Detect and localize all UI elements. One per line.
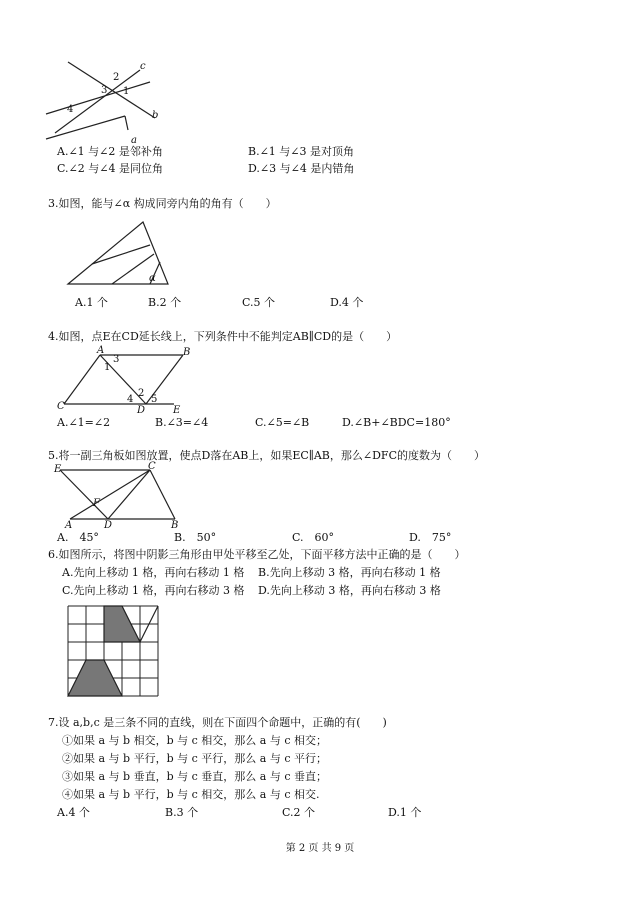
q5-option-a: A. 45° [57, 531, 99, 544]
q3-stem: 3.如图，能与∠α 构成同旁内角的角有（ ） [48, 197, 277, 210]
q5-label-C: C [148, 461, 156, 472]
q5-label-F: F [93, 498, 100, 509]
q7-prop-3: ③如果 a 与 b 垂直，b 与 c 垂直，那么 a 与 c 垂直； [62, 770, 327, 783]
q4-label-3: 3 [113, 354, 120, 365]
q2-option-d: D.∠3 与∠4 是内错角 [248, 162, 355, 175]
q5-option-c: C. 60° [292, 531, 335, 544]
q7-option-d: D.1 个 [388, 806, 422, 819]
q4-label-4: 4 [127, 394, 134, 405]
q5-stem: 5.将一副三角板如图放置，使点D落在AB上，如果EC∥AB，那么∠DFC的度数为（ ） [48, 449, 485, 462]
q2-label-c: c [140, 61, 146, 72]
q5-option-d: D. 75° [409, 531, 452, 544]
q4-label-D: D [137, 405, 146, 416]
q2-label-2: 2 [113, 72, 120, 83]
q2-label-1: 1 [123, 86, 130, 97]
q4-option-d: D.∠B+∠BDC=180° [342, 416, 451, 429]
q4-label-5: 5 [151, 394, 158, 405]
q4-option-c: C.∠5=∠B [255, 416, 310, 429]
q7-option-a: A.4 个 [57, 806, 90, 819]
q3-option-b: B.2 个 [148, 296, 182, 309]
q6-option-b: B.先向上移动 3 格，再向右移动 1 格 [258, 566, 441, 579]
q5-label-A: A [65, 520, 73, 531]
q2-label-3: 3 [101, 85, 108, 96]
q4-label-2: 2 [138, 388, 145, 399]
q2-label-a: a [131, 135, 137, 146]
q6-option-c: C.先向上移动 1 格，再向右移动 3 格 [62, 584, 245, 597]
q5-label-E: E [54, 464, 62, 475]
q2-option-c: C.∠2 与∠4 是同位角 [57, 162, 163, 175]
q4-label-B: B [183, 347, 191, 358]
q7-stem: 7.设 a,b,c 是三条不同的直线，则在下面四个命题中，正确的有( ) [48, 716, 387, 729]
q7-prop-4: ④如果 a 与 b 平行，b 与 c 相交，那么 a 与 c 相交. [62, 788, 320, 801]
q2-label-b: b [152, 110, 159, 121]
q6-stem: 6.如图所示，将图中阴影三角形由甲处平移至乙处，下面平移方法中正确的是（ ） [48, 548, 466, 561]
q7-option-b: B.3 个 [165, 806, 199, 819]
q4-label-C: C [57, 401, 65, 412]
q7-option-c: C.2 个 [282, 806, 316, 819]
q2-option-a: A.∠1 与∠2 是邻补角 [57, 145, 163, 158]
q3-label-alpha: α [149, 273, 156, 284]
q5-label-B: B [171, 520, 179, 531]
q4-label-1: 1 [104, 362, 111, 373]
q4-option-a: A.∠1=∠2 [57, 416, 111, 429]
q4-stem: 4.如图，点E在CD延长线上，下列条件中不能判定AB∥CD的是（ ） [48, 330, 398, 343]
q4-label-E: E [173, 405, 181, 416]
q2-option-b: B.∠1 与∠3 是对顶角 [248, 145, 355, 158]
q3-option-d: D.4 个 [330, 296, 364, 309]
q6-option-a: A.先向上移动 1 格，再向右移动 1 格 [62, 566, 245, 579]
q3-option-c: C.5 个 [242, 296, 276, 309]
q7-prop-1: ①如果 a 与 b 相交，b 与 c 相交，那么 a 与 c 相交； [62, 734, 327, 747]
q2-label-4: 4 [67, 104, 74, 115]
q7-prop-2: ②如果 a 与 b 平行，b 与 c 平行，那么 a 与 c 平行； [62, 752, 327, 765]
q5-option-b: B. 50° [174, 531, 217, 544]
page-footer: 第 2 页 共 9 页 [285, 843, 355, 854]
q6-option-d: D.先向上移动 3 格，再向右移动 3 格 [258, 584, 441, 597]
q5-label-D: D [104, 520, 113, 531]
q4-label-A: A [97, 345, 105, 356]
q3-option-a: A.1 个 [75, 296, 108, 309]
q4-option-b: B.∠3=∠4 [155, 416, 209, 429]
